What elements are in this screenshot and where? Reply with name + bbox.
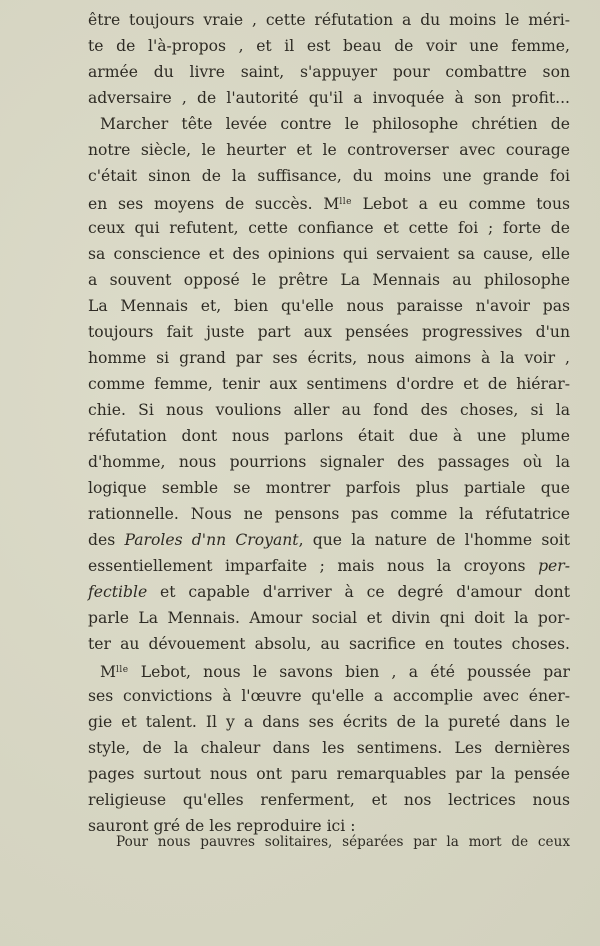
text-line: sauront gré de les reproduire ici : xyxy=(88,817,356,835)
text-line: logique semble se montrer parfois plus partiale que xyxy=(88,479,570,497)
text-line: adversaire , de l'autorité qu'il a invoquée à son profit... xyxy=(88,89,570,107)
text-line: La Mennais et, bien qu'elle nous paraisse n'avoir pas xyxy=(88,297,570,315)
text-segment: des xyxy=(88,531,125,549)
text-segment: essentiellement imparfaite ; mais nous la croyons xyxy=(88,557,539,575)
paragraph-start-line xyxy=(100,657,570,683)
text-line: a souvent opposé le prêtre La Mennais au philosophe xyxy=(88,271,570,289)
text-line: chie. Si nous voulions aller au fond des choses, si la xyxy=(88,401,570,419)
emphasis: fectible xyxy=(88,583,148,601)
text-line: ter au dévouement absolu, au sacrifice en toutes choses. xyxy=(88,635,570,653)
text-line: notre siècle, le heurter et le controverser avec courage xyxy=(88,141,570,159)
text-line: ceux qui refutent, cette confiance et cette foi ; forte de xyxy=(88,219,570,237)
text-line: pages surtout nous ont paru remarquables par la pensée xyxy=(88,765,570,783)
text-line xyxy=(88,579,570,605)
paragraph-start-line: Marcher tête levée contre le philosophe chrétien de xyxy=(100,115,570,133)
text-line: réfutation dont nous parlons était due à une plume xyxy=(88,427,570,445)
text-line: parle La Mennais. Amour social et divin qni doit la por- xyxy=(88,609,570,627)
text-line xyxy=(88,527,570,553)
text-line: toujours fait juste part aux pensées progressives d'un xyxy=(88,323,570,341)
text-line: ses convictions à l'œuvre qu'elle a accomplie avec éner- xyxy=(88,687,570,705)
text-line: d'homme, nous pourrions signaler des passages où la xyxy=(88,453,570,471)
text-line: style, de la chaleur dans les sentimens. Les dernières xyxy=(88,739,570,757)
text-line: te de l'à-propos , et il est beau de voir une femme, xyxy=(88,37,570,55)
text-line: sa conscience et des opinions qui servaient sa cause, elle xyxy=(88,245,570,263)
text-segment: en ses moyens de succès. M xyxy=(88,195,340,213)
text-line xyxy=(88,189,570,215)
text-segment: et capable d'arriver à ce degré d'amour dont xyxy=(147,583,570,601)
text-line: comme femme, tenir aux sentimens d'ordre et de hiérar- xyxy=(88,375,570,393)
text-segment: Lebot, nous le savons bien , a été poussée par xyxy=(128,663,570,681)
text-line: armée du livre saint, s'appuyer pour combattre son xyxy=(88,63,570,81)
text-segment: Lebot a eu comme tous xyxy=(351,195,570,213)
text-segment: M xyxy=(100,663,116,681)
text-line: homme si grand par ses écrits, nous aimons à la voir , xyxy=(88,349,570,367)
book-title: Paroles d'nn Croyant xyxy=(124,531,299,549)
text-line: c'était sinon de la suffisance, du moins une grande foi xyxy=(88,167,570,185)
superscript: lle xyxy=(115,665,129,675)
text-line: gie et talent. Il y a dans ses écrits de la pureté dans le xyxy=(88,713,570,731)
quote-start-line: Pour nous pauvres solitaires, séparées par la mort de ceux xyxy=(116,834,570,850)
text-line: religieuse qu'elles renferment, et nos lectrices nous xyxy=(88,791,570,809)
text-line xyxy=(88,553,570,579)
emphasis: per- xyxy=(538,557,570,575)
superscript: lle xyxy=(339,197,352,207)
text-line: être toujours vraie , cette réfutation a du moins le méri- xyxy=(88,11,570,29)
text-line: rationnelle. Nous ne pensons pas comme la réfutatrice xyxy=(88,505,570,523)
text-segment: , que la nature de l'homme soit xyxy=(298,531,571,549)
